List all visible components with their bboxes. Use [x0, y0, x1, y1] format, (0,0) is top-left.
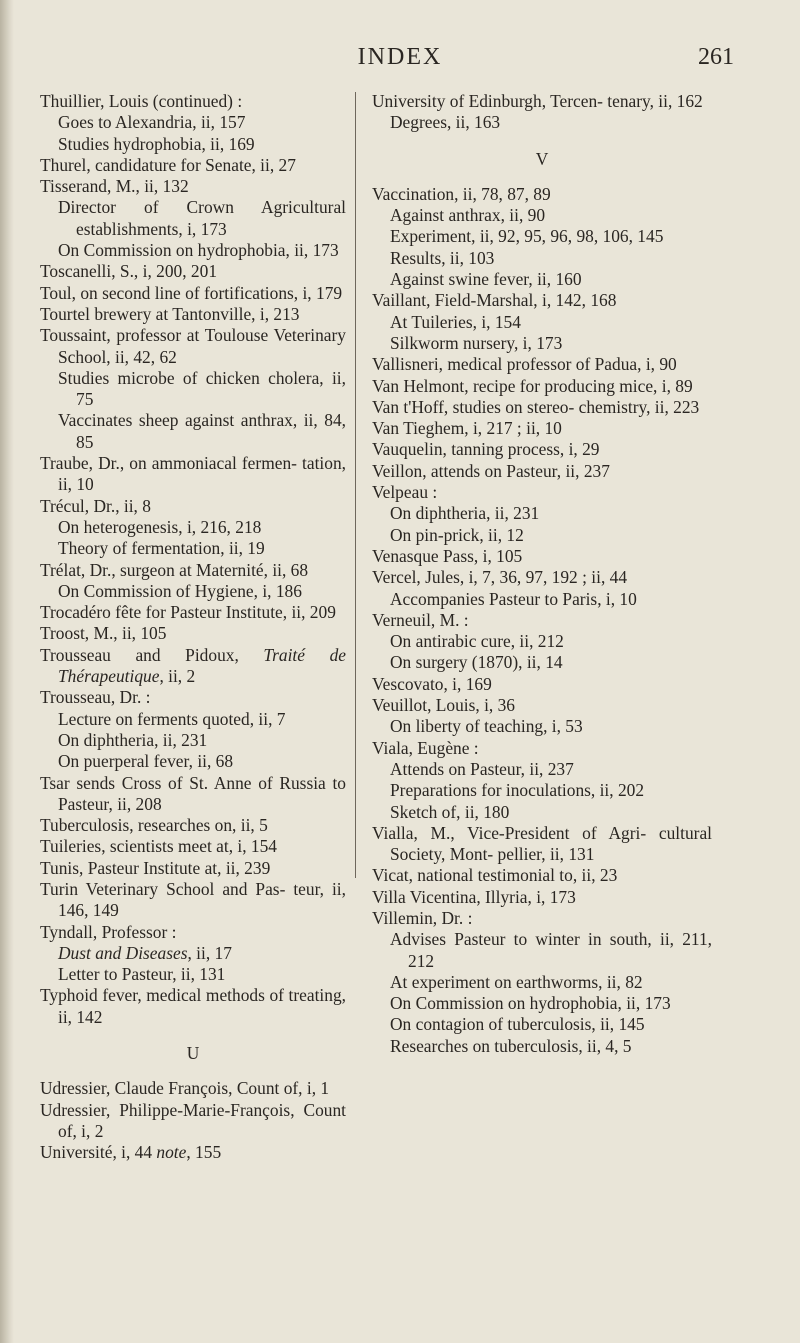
index-subentry — [372, 269, 712, 290]
entry-text: Venasque Pass, i, 105 — [372, 545, 523, 566]
index-entry — [40, 623, 346, 644]
entry-text: At experiment on earthworms, ii, 82 — [390, 971, 643, 992]
entry-text: On contagion of tuberculosis, ii, 145 — [390, 1014, 645, 1035]
index-subentry — [372, 652, 712, 673]
entry-text: Tuberculosis, researches on, ii, 5 — [40, 815, 268, 836]
index-entry — [40, 304, 346, 325]
index-subentry — [372, 589, 712, 610]
entry-text: Thurel, candidature for Senate, ii, 27 — [40, 154, 296, 175]
index-subentry — [372, 972, 712, 993]
index-entry — [372, 91, 712, 112]
index-entry — [40, 773, 346, 816]
index-subentry — [372, 525, 712, 546]
page-title: INDEX — [357, 44, 443, 70]
index-entry — [40, 155, 346, 176]
entry-text: On Commission on hydrophobia, ii, 173 — [390, 993, 671, 1014]
entry-text: Silkworm nursery, i, 173 — [390, 332, 563, 353]
index-entry — [372, 354, 712, 375]
index-entry — [40, 687, 346, 708]
index-subentry — [40, 581, 346, 602]
entry-text: On pin-prick, ii, 12 — [390, 524, 524, 545]
entry-text: On diphtheria, ii, 231 — [390, 503, 540, 524]
entry-text: Troost, M., ii, 105 — [40, 623, 167, 644]
index-column-left — [40, 91, 346, 1164]
entry-text: Vescovato, i, 169 — [372, 673, 492, 694]
index-subentry — [40, 943, 346, 964]
index-entry — [40, 879, 346, 922]
index-subentry — [372, 716, 712, 737]
binding-gutter — [0, 0, 14, 1343]
index-entry — [372, 738, 712, 759]
entry-text: Tsar sends Cross of St. Anne of Russia to Pasteur, ii, 208 — [40, 772, 346, 814]
entry-text: University of Edinburgh, Tercen- tenary, ii, 162 — [372, 91, 703, 111]
page-number: 261 — [698, 44, 734, 70]
section-letter — [372, 149, 712, 170]
entry-text: U — [186, 1043, 200, 1064]
entry-italic-title: Traité de Thérapeutique — [58, 644, 346, 687]
index-subentry — [372, 993, 712, 1014]
entry-reference: , ii, 17 — [187, 942, 232, 963]
index-entry — [40, 1078, 346, 1099]
entry-text: On surgery (1870), ii, 14 — [390, 652, 563, 673]
index-entry — [372, 674, 712, 695]
index-subentry — [372, 112, 712, 133]
entry-text: Viala, Eugène : — [372, 737, 479, 758]
index-entry — [372, 887, 712, 908]
entry-text: Vallisneri, medical professor of Padua, i, 90 — [372, 354, 677, 375]
entry-text: On Commission of Hygiene, i, 186 — [58, 580, 302, 601]
entry-reference: , ii, 2 — [159, 666, 196, 687]
index-entry — [372, 908, 712, 929]
index-entry — [372, 184, 712, 205]
entry-text: Studies microbe of chicken cholera, ii, 75 — [58, 367, 346, 410]
entry-text: Velpeau : — [372, 482, 438, 503]
entry-text: Against anthrax, ii, 90 — [390, 205, 546, 226]
entry-text: Veillon, attends on Pasteur, ii, 237 — [372, 460, 610, 481]
entry-text: Trélat, Dr., surgeon at Maternité, ii, 68 — [40, 559, 309, 580]
index-entry — [40, 283, 346, 304]
entry-text: At Tuileries, i, 154 — [390, 311, 521, 332]
entry-text: Toussaint, professor at Toulouse Veterinary School, ii, 42, 62 — [40, 325, 346, 367]
index-entry — [40, 645, 346, 688]
entry-text: Preparations for inoculations, ii, 202 — [390, 780, 645, 801]
entry-text: Tuileries, scientists meet at, i, 154 — [40, 836, 278, 857]
index-entry — [40, 1142, 346, 1163]
entry-text: Vercel, Jules, i, 7, 36, 97, 192 ; ii, 44 — [372, 567, 628, 588]
entry-italic-title: note — [156, 1142, 187, 1163]
index-entry — [372, 418, 712, 439]
index-entry — [372, 546, 712, 567]
index-entry — [40, 602, 346, 623]
index-subentry — [372, 205, 712, 226]
index-subentry — [372, 226, 712, 247]
index-subentry — [372, 631, 712, 652]
entry-text: Lecture on ferments quoted, ii, 7 — [58, 708, 286, 729]
index-entry — [40, 496, 346, 517]
entry-text: On heterogenesis, i, 216, 218 — [58, 516, 262, 537]
entry-text: Vaillant, Field-Marshal, i, 142, 168 — [372, 290, 617, 311]
entry-text: On puerperal fever, ii, 68 — [58, 751, 234, 772]
entry-text: Villemin, Dr. : — [372, 907, 473, 928]
index-entry — [40, 1100, 346, 1143]
index-entry — [372, 376, 712, 397]
index-entry — [372, 461, 712, 482]
entry-text: Vialla, M., Vice-President of Agri- cultural Society, Mont- pellier, ii, 131 — [372, 822, 712, 865]
index-entry — [372, 439, 712, 460]
index-entry — [40, 325, 346, 368]
entry-text: Vicat, national testimonial to, ii, 23 — [372, 865, 618, 886]
entry-text: Veuillot, Louis, i, 36 — [372, 695, 515, 716]
index-entry — [372, 290, 712, 311]
index-subentry — [40, 730, 346, 751]
index-entry — [40, 815, 346, 836]
index-subentry — [40, 709, 346, 730]
index-subentry — [40, 240, 346, 261]
index-entry — [40, 922, 346, 943]
index-subentry — [40, 134, 346, 155]
index-entry — [372, 695, 712, 716]
entry-text: Accompanies Pasteur to Paris, i, 10 — [390, 588, 637, 609]
index-subentry — [40, 112, 346, 133]
entry-text: Experiment, ii, 92, 95, 96, 98, 106, 145 — [390, 226, 664, 247]
index-subentry — [372, 312, 712, 333]
entry-text: Tyndall, Professor : — [40, 921, 177, 942]
index-entry — [40, 560, 346, 581]
index-entry — [372, 610, 712, 631]
index-entry — [40, 985, 346, 1028]
entry-text: Results, ii, 103 — [390, 247, 495, 268]
index-subentry — [372, 503, 712, 524]
index-entry — [372, 823, 712, 866]
entry-text: Typhoid fever, medical methods of treating, ii, 142 — [40, 985, 346, 1027]
entry-text: Van t'Hoff, studies on stereo- chemistry, ii, 223 — [372, 396, 700, 417]
entry-text: On antirabic cure, ii, 212 — [390, 631, 564, 652]
index-entry — [372, 567, 712, 588]
section-letter — [40, 1043, 346, 1064]
entry-text: On diphtheria, ii, 231 — [58, 729, 208, 750]
entry-text: On Commission on hydrophobia, ii, 173 — [58, 240, 339, 261]
index-entry — [372, 482, 712, 503]
entry-text: Van Helmont, recipe for producing mice, i, 89 — [372, 375, 693, 396]
entry-text: Attends on Pasteur, ii, 237 — [390, 758, 574, 779]
index-entry — [40, 261, 346, 282]
entry-text: Trousseau, Dr. : — [40, 687, 151, 708]
entry-text: Sketch of, ii, 180 — [390, 801, 510, 822]
entry-text: Université, i, 44 — [40, 1142, 157, 1163]
entry-text: Tisserand, M., ii, 132 — [40, 176, 189, 197]
entry-text: Letter to Pasteur, ii, 131 — [58, 964, 226, 985]
index-entry — [40, 858, 346, 879]
index-subentry — [372, 759, 712, 780]
entry-text: V — [535, 148, 549, 169]
entry-text: Vaccination, ii, 78, 87, 89 — [372, 183, 551, 204]
index-subentry — [40, 751, 346, 772]
index-subentry — [372, 248, 712, 269]
entry-text: Verneuil, M. : — [372, 609, 469, 630]
index-entry — [40, 176, 346, 197]
entry-text: Trécul, Dr., ii, 8 — [40, 495, 151, 516]
entry-text: Trousseau and Pidoux, — [40, 644, 264, 665]
index-subentry — [40, 197, 346, 240]
index-subentry — [372, 780, 712, 801]
entry-text: Traube, Dr., on ammoniacal fermen- tation, ii, 10 — [40, 453, 346, 495]
entry-text: Against swine fever, ii, 160 — [390, 269, 582, 290]
entry-text: Vauquelin, tanning process, i, 29 — [372, 439, 600, 460]
entry-text: Udressier, Philippe-Marie-François, Count of, i, 2 — [40, 1099, 346, 1141]
index-subentry — [372, 333, 712, 354]
entry-reference: , 155 — [186, 1142, 222, 1163]
entry-text: Advises Pasteur to winter in south, ii, 211, 212 — [390, 929, 712, 971]
entry-text: Researches on tuberculosis, ii, 4, 5 — [390, 1035, 632, 1056]
entry-text: Toscanelli, S., i, 200, 201 — [40, 261, 218, 282]
index-subentry — [372, 1036, 712, 1057]
index-subentry — [40, 368, 346, 411]
entry-text: Thuillier, Louis (continued) : — [40, 91, 243, 111]
index-subentry — [372, 929, 712, 972]
column-divider — [355, 92, 356, 878]
entry-text: Turin Veterinary School and Pas- teur, ii, 146, 149 — [40, 878, 346, 921]
index-subentry — [40, 538, 346, 559]
index-subentry — [40, 517, 346, 538]
index-subentry — [372, 802, 712, 823]
entry-text: Theory of fermentation, ii, 19 — [58, 538, 265, 559]
index-entry — [372, 397, 712, 418]
entry-text: Goes to Alexandria, ii, 157 — [58, 112, 246, 133]
index-column-right — [372, 91, 712, 1057]
entry-text: Toul, on second line of fortifications, i, 179 — [40, 282, 343, 303]
index-subentry — [40, 964, 346, 985]
entry-text: On liberty of teaching, i, 53 — [390, 716, 583, 737]
entry-text: Van Tieghem, i, 217 ; ii, 10 — [372, 418, 562, 439]
index-entry — [40, 453, 346, 496]
entry-text: Vaccinates sheep against anthrax, ii, 84, 85 — [58, 410, 346, 452]
entry-text: Tourtel brewery at Tantonville, i, 213 — [40, 303, 300, 324]
index-entry — [372, 865, 712, 886]
entry-text: Tunis, Pasteur Institute at, ii, 239 — [40, 857, 271, 878]
entry-text: Trocadéro fête for Pasteur Institute, ii, 209 — [40, 602, 336, 623]
running-header — [0, 44, 800, 74]
index-subentry — [40, 410, 346, 453]
index-entry — [40, 91, 346, 112]
entry-text: Degrees, ii, 163 — [390, 112, 501, 133]
entry-text: Studies hydrophobia, ii, 169 — [58, 133, 255, 154]
index-subentry — [372, 1014, 712, 1035]
entry-italic-title: Dust and Diseases — [58, 942, 188, 963]
entry-text: Villa Vicentina, Illyria, i, 173 — [372, 886, 576, 907]
index-entry — [40, 836, 346, 857]
entry-text: Director of Crown Agricultural establishments, i, 173 — [58, 197, 346, 239]
entry-text: Udressier, Claude François, Count of, i, 1 — [40, 1078, 330, 1099]
